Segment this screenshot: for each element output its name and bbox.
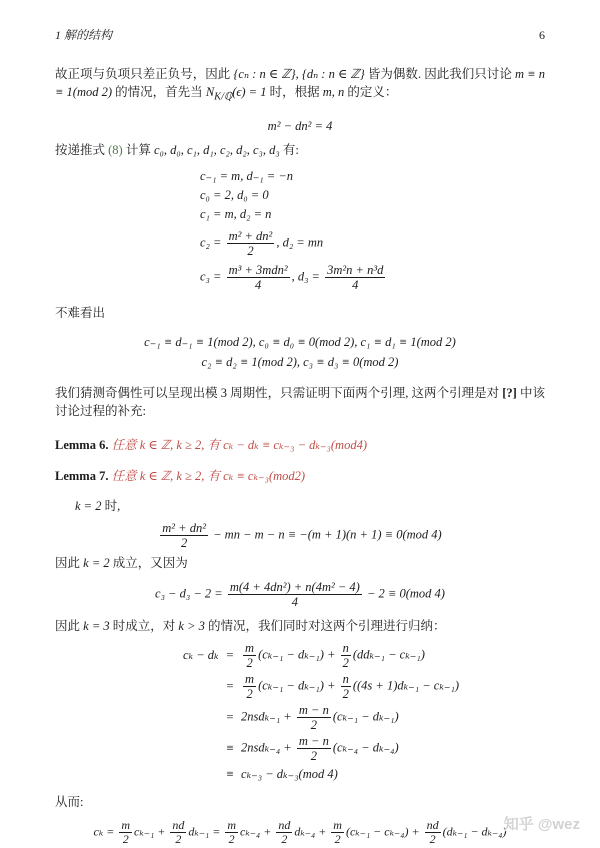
citation-placeholder: [?] <box>502 385 517 400</box>
numerator: m <box>333 818 342 832</box>
fraction <box>297 734 331 763</box>
relation-symbol: = <box>225 648 235 662</box>
equation-block-induction <box>183 641 459 783</box>
paragraph-conjecture <box>55 384 545 420</box>
text-run: − mn − m − n ≡ −(m + 1)(n + 1) ≡ 0(mod 4) <box>210 527 442 542</box>
text-run: (cₖ₋₄ − dₖ₋₄) <box>332 740 399 755</box>
text-run: 时, <box>101 499 121 513</box>
fraction <box>425 819 441 847</box>
inline-math: m ≡ n ≡ 1(mod 2) <box>55 67 545 99</box>
fraction <box>341 641 351 670</box>
denominator: 2 <box>429 832 436 847</box>
text-run: 2nsdₖ₋₄ + <box>241 740 295 755</box>
inline-math: k = 2 <box>83 556 110 570</box>
norm-symbol: N <box>205 85 215 99</box>
text-run: 中该讨论过程的补充: <box>55 385 545 418</box>
denominator: 2 <box>181 536 188 550</box>
lhs: cₖ − dₖ <box>183 647 219 662</box>
text-run: cₖ = <box>93 824 118 839</box>
fraction <box>225 819 238 847</box>
numerator: nd <box>278 818 291 832</box>
rhs <box>241 672 459 701</box>
fraction <box>341 672 351 701</box>
fraction <box>227 229 275 258</box>
fraction <box>170 819 186 847</box>
denominator: 2 <box>228 832 235 847</box>
lemma-statement: 任意 k ∈ ℤ, k ≥ 2, 有 cₖ − dₖ ≡ cₖ₋₃ − dₖ₋₃(mod4) <box>111 437 367 452</box>
lemma-7 <box>55 467 545 485</box>
text-run: c₃ − d₃ − 2 = <box>155 586 226 601</box>
text-run: 因此 <box>55 619 84 633</box>
display-equation-k2 <box>55 521 545 550</box>
denominator: 2 <box>246 687 253 701</box>
equation-block-parity <box>55 332 545 372</box>
text-run: − 2 ≡ 0(mod 4) <box>363 586 445 601</box>
text-run: 有: <box>279 142 299 157</box>
text-run: (dₖ₋₁ − dₖ₋₄) <box>442 824 507 839</box>
text-run: 我们猜测奇偶性可以呈现出模 3 周期性，只需证明下面两个引理, 这两个引理是对 <box>55 385 503 400</box>
fraction <box>297 703 331 732</box>
text-run: (cₖ₋₁ − cₖ₋₄) + <box>345 824 423 839</box>
numerator: m(4 + 4dn²) + n(4m² − 4) <box>229 580 360 594</box>
lemma-statement: 任意 k ∈ ℤ, k ≥ 2, 有 cₖ ≡ cₖ₋₃(mod2) <box>111 468 306 483</box>
text-run: 计算 <box>122 142 154 157</box>
inline-math: k = 3 <box>83 619 110 633</box>
inline-math: k = 2 <box>75 499 102 513</box>
fraction <box>331 819 344 847</box>
inline-math: m, n <box>322 85 345 99</box>
text-run: , d₃ = <box>291 268 324 283</box>
text-run: c₂ = <box>200 234 225 249</box>
equation-line: c₁ = m, d₂ = n <box>200 206 272 221</box>
numerator: m <box>121 818 131 832</box>
paragraph-induction-intro <box>55 617 545 635</box>
numerator: nd <box>172 818 185 832</box>
page-body <box>0 65 600 847</box>
text-run: , d₂ = mn <box>276 234 324 249</box>
paragraph-recurrence <box>55 141 545 159</box>
relation-symbol: = <box>225 679 235 693</box>
paragraph-therefore: 从而: <box>55 795 84 809</box>
fraction <box>243 672 256 701</box>
text-run: cₖ₋₄ + <box>240 824 275 839</box>
denominator: 4 <box>291 595 298 609</box>
equation-ref-link[interactable]: (8) <box>108 142 123 157</box>
paragraph-case-k2 <box>55 497 545 515</box>
text-run: 故正项与负项只差正负号，因此 <box>55 67 234 81</box>
denominator: 2 <box>246 656 253 670</box>
section-header: 1 解的结构 <box>55 28 113 42</box>
denominator: 2 <box>310 749 317 763</box>
text-run: 时成立，对 <box>109 619 179 633</box>
equation-line: c₋₁ = m, d₋₁ = −n <box>200 168 294 183</box>
norm-subscript: K/ℚ <box>214 91 233 103</box>
text-run: 2nsdₖ₋₁ + <box>241 709 295 724</box>
numerator: m² + dn² <box>162 521 206 535</box>
relation-symbol: ≡ <box>225 766 235 781</box>
page-number: 6 <box>539 28 545 42</box>
text-run: 的情况，我们同时对这两个引理进行归纳： <box>204 619 446 633</box>
text-run: cₖ₋₁ + <box>134 824 169 839</box>
display-equation-k3 <box>55 580 545 609</box>
rhs <box>241 703 459 732</box>
text-run: (cₖ₋₁ − dₖ₋₁) + <box>258 678 339 693</box>
denominator: 4 <box>352 277 359 292</box>
denominator: 2 <box>247 243 254 258</box>
numerator: 3m²n + n³d <box>327 262 384 277</box>
numerator: n <box>342 641 349 655</box>
inline-math-norm <box>205 85 267 103</box>
rhs <box>241 734 459 763</box>
denominator: 2 <box>122 832 129 847</box>
denominator: 2 <box>342 687 349 701</box>
display-equation-final <box>55 819 545 847</box>
equation-line: c₀ = 2, d₀ = 0 <box>200 187 269 202</box>
equation-line <box>200 263 545 292</box>
numerator: m² + dn² <box>228 228 273 243</box>
relation-symbol: = <box>225 710 235 724</box>
lemma-label: Lemma 7. <box>55 468 109 483</box>
fraction <box>276 819 292 847</box>
lemma-6 <box>55 436 545 454</box>
text-run: (cₖ₋₁ − dₖ₋₁) <box>332 709 399 724</box>
numerator: m − n <box>298 703 329 717</box>
text-run: 按递推式 <box>55 142 109 157</box>
paragraph-observe: 不难看出 <box>55 305 106 320</box>
display-equation-norm: m² − dn² = 4 <box>267 118 333 133</box>
text-run: 皆为偶数. 因此我们只讨论 <box>364 67 515 81</box>
numerator: nd <box>426 818 439 832</box>
norm-argument: (ϵ) = 1 <box>232 85 267 99</box>
denominator: 2 <box>310 718 317 732</box>
denominator: 2 <box>281 832 288 847</box>
text-run: 的情况，首先当 <box>112 85 206 99</box>
text-run: 因此 <box>55 556 84 570</box>
paragraph-intro <box>55 65 545 107</box>
equation-line: c₂ ≡ d₂ ≡ 1(mod 2), c₃ ≡ d₃ ≡ 0(mod 2) <box>201 354 399 369</box>
equation-block-recurrence <box>200 167 545 292</box>
paragraph-k2-holds <box>55 554 545 572</box>
numerator: m³ + 3mdn² <box>228 262 288 277</box>
zhihu-watermark: 知乎 @wez <box>503 816 580 833</box>
fraction <box>325 263 385 292</box>
fraction <box>119 819 132 847</box>
fraction <box>160 521 208 550</box>
fraction <box>228 580 362 609</box>
denominator: 2 <box>342 656 349 670</box>
text-run: dₖ₋₄ + <box>294 824 330 839</box>
text-run: c₃ = <box>200 268 225 283</box>
text-run: 成立，又因为 <box>109 556 188 570</box>
relation-symbol: ≡ <box>225 741 235 755</box>
text-run: 时，根据 <box>266 85 323 99</box>
text-run: 的定义： <box>344 85 398 99</box>
lhs <box>183 678 219 696</box>
fraction <box>243 641 256 670</box>
text-run: ((4s + 1)dₖ₋₁ − cₖ₋₁) <box>352 678 460 693</box>
lhs <box>183 740 219 758</box>
rhs <box>241 641 459 670</box>
denominator: 2 <box>334 832 341 847</box>
rhs: cₖ₋₃ − dₖ₋₃(mod 4) <box>241 767 338 781</box>
inline-math: c₀, d₀, c₁, d₁, c₂, d₂, c₃, d₃ <box>153 142 280 157</box>
lhs <box>183 709 219 727</box>
equation-line <box>200 229 545 258</box>
lhs <box>183 765 219 783</box>
lemma-label: Lemma 6. <box>55 437 109 452</box>
text-run: (ddₖ₋₁ − cₖ₋₁) <box>352 647 425 662</box>
numerator: m <box>245 672 255 686</box>
numerator: m − n <box>298 734 329 748</box>
inline-math: k > 3 <box>178 619 205 633</box>
fraction <box>227 263 290 292</box>
numerator: m <box>245 641 255 655</box>
numerator: n <box>342 672 349 686</box>
page-header <box>0 0 600 43</box>
text-run: dₖ₋₁ = <box>188 824 224 839</box>
numerator: m <box>227 818 236 832</box>
denominator: 2 <box>175 832 182 847</box>
equation-line: c₋₁ ≡ d₋₁ ≡ 1(mod 2), c₀ ≡ d₀ ≡ 0(mod 2), c₁ ≡ d₁ ≡ 1(mod 2) <box>144 334 456 349</box>
denominator: 4 <box>254 277 262 292</box>
text-run: (cₖ₋₁ − dₖ₋₁) + <box>258 647 339 662</box>
inline-math: {cₙ : n ∈ ℤ}, {dₙ : n ∈ ℤ} <box>233 67 365 81</box>
